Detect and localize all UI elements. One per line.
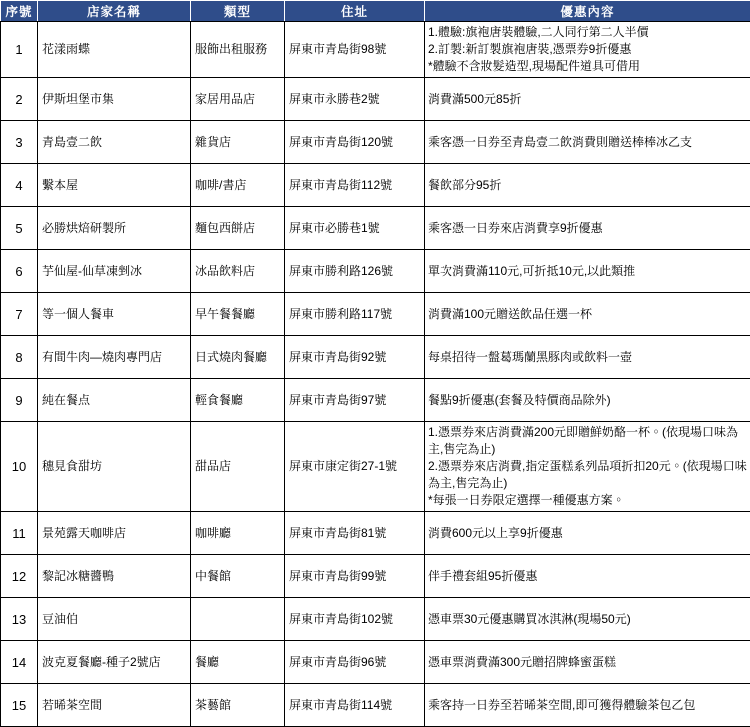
cell-store-name: 波克夏餐廳-種子2號店 (38, 641, 191, 684)
cell-offer (425, 207, 750, 250)
cell-offer (425, 293, 750, 336)
cell-type: 甜品店 (191, 422, 285, 512)
cell-type: 早午餐餐廳 (191, 293, 285, 336)
column-header-type: 類型 (191, 1, 285, 22)
table-row (1, 379, 750, 422)
cell-store-name: 花漾雨蝶 (38, 22, 191, 78)
cell-offer (425, 555, 750, 598)
cell-offer (425, 250, 750, 293)
table-body (1, 22, 750, 727)
cell-offer (425, 598, 750, 641)
cell-no: 11 (1, 512, 38, 555)
cell-address: 屏東市勝利路117號 (285, 293, 425, 336)
table-row (1, 641, 750, 684)
cell-no: 13 (1, 598, 38, 641)
cell-type: 日式燒肉餐廳 (191, 336, 285, 379)
cell-type: 咖啡廳 (191, 512, 285, 555)
offer-line: 1.憑票券來店消費滿200元即贈鮮奶酪一杯。(依現場口味為主,售完為止) (428, 424, 747, 458)
cell-store-name: 繫本屋 (38, 164, 191, 207)
table-header-row (1, 1, 750, 22)
cell-address: 屏東市青島街81號 (285, 512, 425, 555)
column-header-address: 住址 (285, 1, 425, 22)
offer-line: 2.憑票券來店消費,指定蛋糕系列品項折扣20元。(依現場口味為主,售完為止) (428, 458, 747, 492)
cell-address: 屏東市青島街96號 (285, 641, 425, 684)
offer-line: 消費滿100元贈送飲品任選一杯 (428, 306, 747, 323)
cell-type: 中餐館 (191, 555, 285, 598)
cell-type: 輕食餐廳 (191, 379, 285, 422)
cell-store-name: 豆油伯 (38, 598, 191, 641)
table-row (1, 164, 750, 207)
cell-no: 2 (1, 78, 38, 121)
cell-type: 咖啡/書店 (191, 164, 285, 207)
cell-offer (425, 684, 750, 727)
cell-store-name: 純在餐点 (38, 379, 191, 422)
offer-line: 每桌招待一盤葛瑪蘭黑豚肉或飲料一壺 (428, 349, 747, 366)
table-row (1, 293, 750, 336)
cell-type: 雜貨店 (191, 121, 285, 164)
cell-offer (425, 379, 750, 422)
offer-line: 1.體驗:旗袍唐裝體驗,二人同行第二人半價 (428, 24, 747, 41)
cell-store-name: 黎記冰糖醬鴨 (38, 555, 191, 598)
cell-address: 屏東市康定街27-1號 (285, 422, 425, 512)
cell-no: 7 (1, 293, 38, 336)
offer-line: 餐點9折優惠(套餐及特價商品除外) (428, 392, 747, 409)
cell-store-name: 若晞茶空間 (38, 684, 191, 727)
table-row (1, 684, 750, 727)
table-row (1, 598, 750, 641)
column-header-no: 序號 (1, 1, 38, 22)
offer-line: 單次消費滿110元,可折抵10元,以此類推 (428, 263, 747, 280)
cell-store-name: 青島壹二飲 (38, 121, 191, 164)
cell-store-name: 必勝烘焙研製所 (38, 207, 191, 250)
cell-address: 屏東市必勝巷1號 (285, 207, 425, 250)
table-row (1, 207, 750, 250)
column-header-offer: 優惠內容 (425, 1, 750, 22)
offer-line: 餐飲部分95折 (428, 177, 747, 194)
cell-no: 1 (1, 22, 38, 78)
cell-offer (425, 512, 750, 555)
cell-address: 屏東市永勝巷2號 (285, 78, 425, 121)
cell-no: 10 (1, 422, 38, 512)
offer-line: 乘客憑一日券來店消費享9折優惠 (428, 220, 747, 237)
cell-type: 家居用品店 (191, 78, 285, 121)
cell-offer (425, 336, 750, 379)
cell-type: 茶藝館 (191, 684, 285, 727)
offer-line: *每張一日券限定選擇一種優惠方案。 (428, 492, 747, 509)
table-row (1, 512, 750, 555)
offer-line: 消費600元以上享9折優惠 (428, 525, 747, 542)
cell-offer (425, 22, 750, 78)
cell-address: 屏東市青島街102號 (285, 598, 425, 641)
cell-address: 屏東市青島街112號 (285, 164, 425, 207)
cell-store-name: 穗見食甜坊 (38, 422, 191, 512)
cell-no: 6 (1, 250, 38, 293)
cell-no: 9 (1, 379, 38, 422)
cell-offer (425, 164, 750, 207)
cell-address: 屏東市勝利路126號 (285, 250, 425, 293)
table-row (1, 250, 750, 293)
cell-type: 麵包西餅店 (191, 207, 285, 250)
table-row (1, 78, 750, 121)
cell-no: 8 (1, 336, 38, 379)
offer-line: 2.訂製:新訂製旗袍唐裝,憑票券9折優惠 (428, 41, 747, 58)
offer-line: 消費滿500元85折 (428, 91, 747, 108)
cell-offer (425, 121, 750, 164)
cell-address: 屏東市青島街98號 (285, 22, 425, 78)
table-row (1, 22, 750, 78)
table-row (1, 121, 750, 164)
cell-no: 15 (1, 684, 38, 727)
cell-address: 屏東市青島街99號 (285, 555, 425, 598)
cell-store-name: 芋仙屋-仙草凍剉冰 (38, 250, 191, 293)
offer-line: 乘客憑一日券至青島壹二飲消費則贈送棒棒冰乙支 (428, 134, 747, 151)
cell-store-name: 有間牛肉—燒肉專門店 (38, 336, 191, 379)
cell-type: 冰品飲料店 (191, 250, 285, 293)
cell-address: 屏東市青島街120號 (285, 121, 425, 164)
cell-address: 屏東市青島街114號 (285, 684, 425, 727)
offer-line: 伴手禮套組95折優惠 (428, 568, 747, 585)
cell-no: 5 (1, 207, 38, 250)
cell-offer (425, 422, 750, 512)
cell-store-name: 景苑露天咖啡店 (38, 512, 191, 555)
cell-store-name: 等一個人餐車 (38, 293, 191, 336)
cell-no: 4 (1, 164, 38, 207)
column-header-name: 店家名稱 (38, 1, 191, 22)
cell-offer (425, 641, 750, 684)
table-row (1, 555, 750, 598)
offer-line: 憑車票消費滿300元贈招牌蜂蜜蛋糕 (428, 654, 747, 671)
table-row (1, 422, 750, 512)
cell-offer (425, 78, 750, 121)
cell-address: 屏東市青島街92號 (285, 336, 425, 379)
offer-line: 乘客持一日券至若晞茶空間,即可獲得體驗茶包乙包 (428, 697, 747, 714)
cell-type (191, 598, 285, 641)
offer-line: 憑車票30元優惠購買冰淇淋(現場50元) (428, 611, 747, 628)
cell-store-name: 伊斯坦堡市集 (38, 78, 191, 121)
offer-line: *體驗不含妝髮造型,現場配件道具可借用 (428, 58, 747, 75)
cell-type: 服飾出租服務 (191, 22, 285, 78)
cell-no: 3 (1, 121, 38, 164)
table-row (1, 336, 750, 379)
cell-type: 餐廳 (191, 641, 285, 684)
cell-no: 14 (1, 641, 38, 684)
cell-address: 屏東市青島街97號 (285, 379, 425, 422)
cell-no: 12 (1, 555, 38, 598)
